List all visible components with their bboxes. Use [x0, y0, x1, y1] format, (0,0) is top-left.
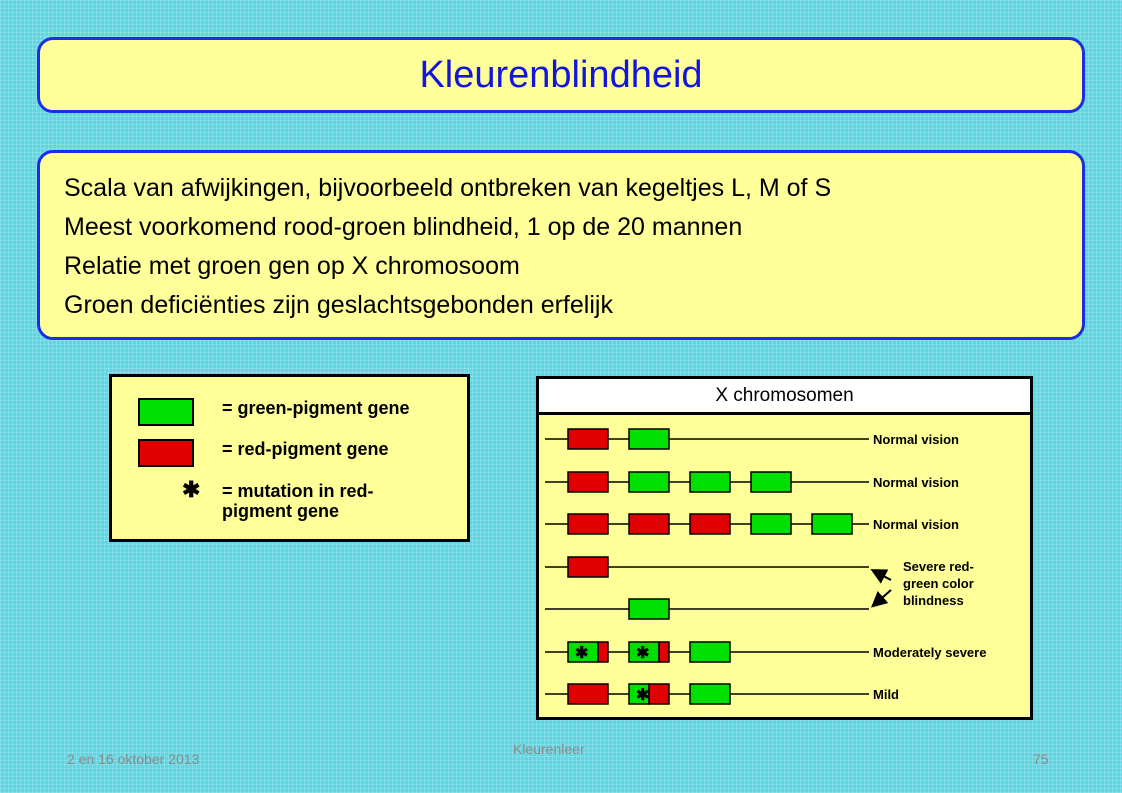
- green-gene: [629, 429, 669, 449]
- hybrid-gene-red-part: [598, 642, 608, 662]
- title-box: [37, 37, 1085, 113]
- red-gene: [568, 472, 608, 492]
- green-gene-label: = green-pigment gene: [222, 398, 410, 418]
- gene-legend: [109, 374, 470, 542]
- bullet-list: [40, 153, 1082, 325]
- bullet-item: Relatie met groen gen op X chromosoom: [64, 252, 520, 280]
- green-gene: [629, 472, 669, 492]
- red-gene-label: = red-pigment gene: [222, 439, 389, 459]
- mutation-asterisk-icon: ✱: [575, 645, 589, 662]
- green-gene: [690, 472, 730, 492]
- footer-title: Kleurenleer: [513, 741, 585, 757]
- page-number: 75: [1033, 751, 1049, 767]
- row-label: Moderately severe: [873, 645, 987, 660]
- green-gene: [690, 642, 730, 662]
- row-label: Normal vision: [873, 432, 959, 447]
- arrow-icon: [874, 571, 891, 580]
- severe-annotation-line: Severe red-: [903, 559, 974, 574]
- green-gene: [812, 514, 852, 534]
- row-label: Normal vision: [873, 517, 959, 532]
- diagram-header: X chromosomen: [539, 379, 1030, 415]
- red-gene: [629, 514, 669, 534]
- red-gene: [568, 429, 608, 449]
- arrow-icon: [874, 590, 891, 605]
- severe-annotation-line: blindness: [903, 593, 964, 608]
- mutation-label-line2: pigment gene: [222, 501, 340, 521]
- mutation-asterisk-icon: ✱: [636, 687, 650, 704]
- bullet-box: [37, 150, 1085, 340]
- slide-title: Kleurenblindheid: [419, 54, 703, 96]
- mutation-asterisk-icon: ✱: [636, 645, 650, 662]
- diagram-svg: [539, 379, 1030, 717]
- green-gene: [690, 684, 730, 704]
- red-gene: [568, 557, 608, 577]
- row-label: Mild: [873, 687, 899, 702]
- green-gene: [629, 599, 669, 619]
- footer-date: 2 en 16 oktober 2013: [67, 751, 200, 767]
- red-gene: [568, 514, 608, 534]
- red-gene: [568, 684, 608, 704]
- green-gene: [751, 472, 791, 492]
- mutation-asterisk-icon: ✱: [182, 477, 201, 502]
- bullet-item: Meest voorkomend rood-groen blindheid, 1 op de 20 mannen: [64, 213, 743, 241]
- hybrid-gene-red-part: [659, 642, 669, 662]
- row-label: Normal vision: [873, 475, 959, 490]
- bullet-item: Scala van afwijkingen, bijvoorbeeld ontbreken van kegeltjes L, M of S: [64, 174, 832, 202]
- severe-annotation-line: green color: [903, 576, 974, 591]
- x-chromosome-diagram: [536, 376, 1033, 720]
- green-gene-swatch: [138, 398, 194, 426]
- red-gene-swatch: [138, 439, 194, 467]
- green-gene: [751, 514, 791, 534]
- bullet-item: Groen deficiënties zijn geslachtsgebonden erfelijk: [64, 291, 613, 319]
- mutation-label-line1: = mutation in red-: [222, 481, 374, 501]
- red-gene: [690, 514, 730, 534]
- hybrid-gene-red-part: [649, 684, 669, 704]
